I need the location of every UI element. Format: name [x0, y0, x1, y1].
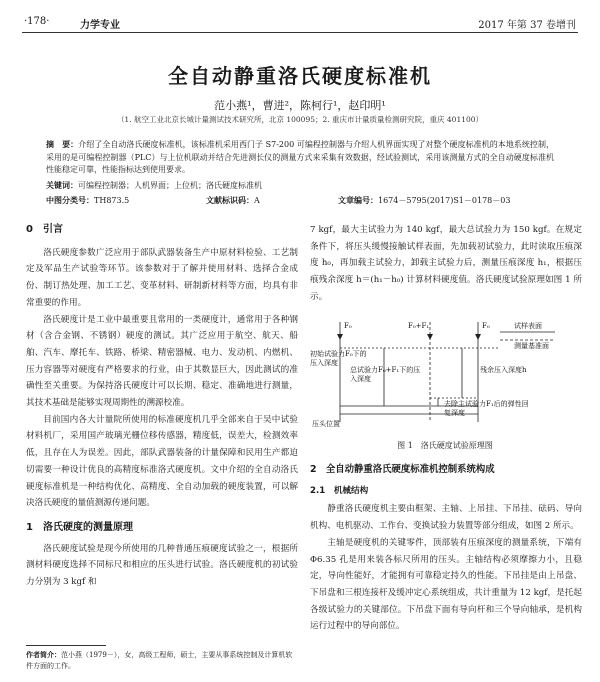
- keywords-label: 关键词：: [46, 181, 78, 190]
- measure-base-label: 测量基准面: [514, 342, 549, 350]
- total-depth-label: 总试验力F₀+F₁下的压入深度: [350, 366, 421, 383]
- structure-paragraph-1: 静重洛氏硬度机主要由框架、主轴、上吊挂、下吊挂、砝码、导向机构、电机驱动、工作台、变换试验力装置等部分组成，如图 2 所示。: [310, 504, 582, 532]
- intro-paragraph-1: 洛氏硬度参数广泛应用于部队武器装备生产中原材料检验、工艺制定及军品生产试验等环节。该参数对于了解并使用材料、选择合金成份、制订热处理、加工工艺、变革材料、研制新材料等方面，均具有非常重要的作用。: [26, 247, 298, 308]
- intro-paragraph-2: 洛氏硬度计是工业中最重要且常用的一类硬度计，通常用于各种钢材（含合金钢、不锈钢）硬度的测试。其广泛应用于航空、航天、船舶、汽车、摩托车、铁路、桥梁、精密器械、电力、发动机、内燃机、压力容器等对硬度有严格要求的行业，由于其数显巨大，因此测试的准确性至关重要。为保持洛氏硬度计可以长期、稳定、准确地进行测量，其技术基础是能够实现周期性的溯源校准。: [26, 314, 298, 409]
- abstract: [46, 139, 554, 177]
- page-number: ·178·: [24, 16, 50, 27]
- force-arrow-3: [475, 334, 481, 340]
- document-code: [206, 195, 260, 206]
- elastic-recovery-label: 去除主试验力F₁后的弹性回复深度: [444, 400, 529, 417]
- footnote-label: 作者简介：: [26, 651, 61, 659]
- right-column-section-2: [310, 462, 582, 635]
- principle-paragraph: 洛氏硬度试验是现今所使用的几种普通压痕硬度试验之一，根据所测材料硬度选择不同标尺和相应的压头进行试验。洛氏硬度机的初试验力分别为 3 kgf 和: [26, 543, 298, 588]
- figure-1: [310, 318, 582, 434]
- force-arrow-2: [427, 334, 433, 340]
- article-label: 文章编号：: [338, 196, 378, 205]
- force-label-1: F₀: [344, 322, 352, 330]
- abstract-text: 介绍了全自动洛氏硬度标准机，该标准机采用西门子 S7-200 可编程控制器与介绍人机界面实现了对整个硬度标准机的本地系统控制，采用的是可编程控制器（PLC）与上位机联动并结合先进测长仪的测量方式来采集有效数据，经试验测试，采用该测量方式的全自动硬度标准机性能稳定可靠，性能指标达到使用要求。: [46, 140, 555, 174]
- section-0-heading: 0 引言: [26, 224, 63, 235]
- keywords: [46, 180, 554, 191]
- principle-continued: 7 kgf，最大主试验力为 140 kgf，最大总试验力为 150 kgf。在规定条件下，将压头缓慢接触试样表面，先加载初试验力，此时读取压痕深度 h₀，再加载主试验力，卸载主试验力后，测量压痕深度 h₁，根据压痕残余深度 h＝(h₁－h₀) 计算材料硬度值。洛氏硬度试验原理如图 1 所示。: [310, 225, 582, 302]
- keywords-text: 可编程控制器；人机界面；上位机；洛氏硬度标准机: [78, 181, 262, 190]
- author-list: 范小燕¹，曹进²，陈柯行¹，赵印明¹: [214, 99, 386, 112]
- article-value: 1674－5795(2017)S1－0178－03: [378, 196, 511, 205]
- clc-number: [46, 195, 129, 206]
- clc-label: 中图分类号：: [46, 196, 94, 205]
- affiliation: （1. 航空工业北京长城计量测试技术研究所，北京 100095；2. 重庆市计量质量检测研究院，重庆 401100）: [116, 115, 484, 124]
- force-label-3: F₀: [482, 322, 490, 330]
- intro-paragraph-3: 目前国内各大计量院所使用的标准硬度机几乎全部来自于吴中试验材料机厂，采用国产玻璃光栅位移传感器，精度低，误差大，检测效率低，且存在人为误差。因此，部队武器装备的计量保障和民用生产都迫切需要一种设计优良的高精度标准洛式硬度机。文中介绍的全自动洛氏硬度标准机是一种结构优化、高精度、全自动加载的硬度装置，可以解决洛氏硬度的量值测源传递问题。: [26, 414, 298, 509]
- footnote-text: 范小燕（1979－），女，高级工程师，硕士，主要从事系统控制及计算机软件方面的工作。: [26, 651, 293, 670]
- force-label-2: F₀+F₁: [408, 322, 430, 330]
- doc-label: 文献标识码：: [206, 196, 254, 205]
- doc-value: A: [254, 196, 260, 205]
- footnote: [26, 650, 298, 672]
- article-number: [338, 195, 510, 206]
- section-1-heading: 1 洛氏硬度的测量原理: [26, 521, 133, 533]
- structure-paragraph-2: 主轴是硬度机的关键零件，顶部装有压痕深度的测量系统，下端有 Φ6.35 孔是用来装各标尺所用的压头。主轴结构必须摩擦力小，且稳定，导向性能好，才能拥有可靠稳定持久的性能。下吊挂是由上吊盘、下吊盘和三根连接杆及缓冲定心系统组成，共计重量为 12 kgf，是托起各级试验力的关键部位。下吊盘下面有导向杆和三个导向轴承，是机构运行过程中的导向部位。: [310, 537, 582, 632]
- figure-1-caption: 图 1 洛氏硬度试验原理图: [397, 441, 493, 450]
- section-2-1-heading: 2.1 机械结构: [310, 485, 369, 496]
- right-column-intro: [310, 222, 582, 306]
- indenter-position-label: 压头位置: [312, 420, 340, 428]
- journal-issue: 2017 年第 37 卷增刊: [478, 20, 576, 31]
- section-2-heading: 2 全自动静重洛氏硬度标准机控制系统构成: [310, 464, 495, 475]
- paper-title: 全自动静重洛氏硬度标准机: [168, 64, 432, 88]
- initial-depth-label: 初始试验力F₀下的压入深度: [310, 350, 367, 367]
- header-rule: [22, 32, 578, 33]
- sample-surface-label: 试样表面: [514, 322, 542, 330]
- footnote-rule: [26, 645, 106, 646]
- left-column: [26, 222, 298, 591]
- clc-value: TH873.5: [94, 196, 130, 205]
- abstract-label: 摘 要：: [46, 140, 79, 149]
- force-arrow-1: [337, 334, 343, 340]
- journal-section: 力学专业: [80, 20, 120, 31]
- residual-depth-label: 残余压入深度h: [480, 366, 527, 374]
